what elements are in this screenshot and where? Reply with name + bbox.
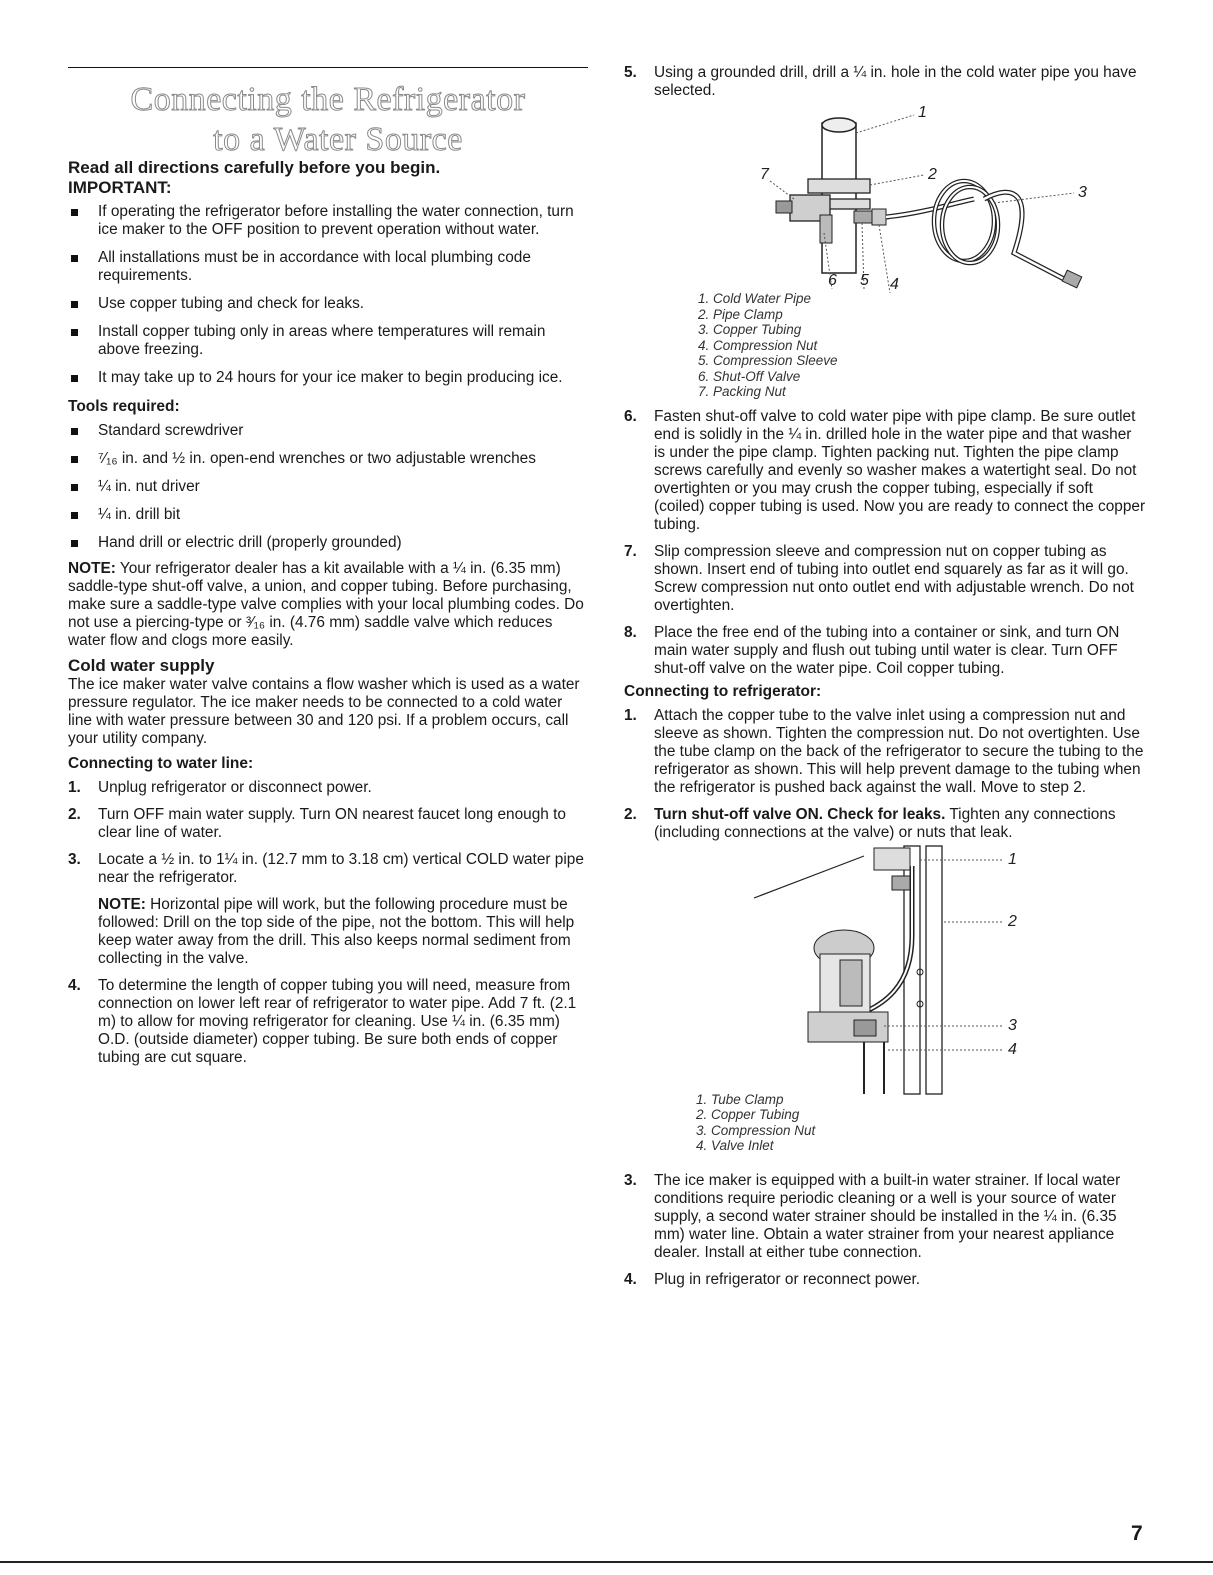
water-line-heading: Connecting to water line: bbox=[68, 755, 254, 772]
step-text: Locate a ½ in. to 1¼ in. (12.7 mm to 3.18 cm) vertical COLD water pipe near the refrigerator. bbox=[98, 851, 584, 886]
callout-1: 1 bbox=[918, 104, 927, 121]
list-item: If operating the refrigerator before installing the water connection, turn ice maker to the OFF position to prevent operation without water. bbox=[68, 203, 588, 239]
step-item bbox=[68, 806, 588, 842]
tools-list bbox=[68, 422, 588, 552]
note-label: NOTE: bbox=[98, 896, 146, 913]
step-text: Plug in refrigerator or reconnect power. bbox=[654, 1270, 921, 1288]
callout-5: 5 bbox=[860, 272, 869, 289]
legend-item: 2. Copper Tubing bbox=[696, 1107, 800, 1122]
step-text: The ice maker is equipped with a built-in water strainer. If local water conditions require periodic cleaning or a well is your source of water supply, a second water strainer should be installed in the ¼ in. (6.35 mm) water line. Obtain a water strainer from your nearest appliance dealer. Install at either tube connection. bbox=[654, 1171, 1121, 1261]
page-number: 7 bbox=[1131, 1522, 1143, 1545]
callout-6: 6 bbox=[828, 272, 837, 289]
list-item: ⁷⁄₁₆ in. and ½ in. open-end wrenches or two adjustable wrenches bbox=[68, 450, 588, 468]
list-item: Standard screwdriver bbox=[68, 422, 588, 440]
legend-item: 3. Copper Tubing bbox=[698, 322, 802, 337]
list-item: It may take up to 24 hours for your ice maker to begin producing ice. bbox=[68, 369, 588, 387]
drill-step bbox=[624, 64, 1146, 100]
fridge-steps-a bbox=[624, 707, 1146, 842]
step-text: Slip compression sleeve and compression nut on copper tubing as shown. Insert end of tubing into outlet end squarely as far as it will go. Screw compression nut onto outlet end with adjustable wrench. Do not overtighten. bbox=[654, 542, 1134, 614]
cold-supply-heading: Cold water supply bbox=[68, 656, 215, 675]
step-number: 4. bbox=[624, 1270, 637, 1288]
water-line-steps bbox=[68, 779, 588, 1067]
step-text: Fasten shut-off valve to cold water pipe with pipe clamp. Be sure outlet end is solidly in the ¼ in. drilled hole in the water pipe and that washer is under the pipe clamp. Tighten packing nut. Tighten the pipe clamp screws carefully and evenly so washer makes a watertight seal. Do not overtighten or you may crush the copper tubing, especially if soft (coiled) copper tubing is used. Now you are ready to connect the copper tubing. bbox=[654, 407, 1146, 533]
step-item bbox=[624, 806, 1146, 842]
step-number: 5. bbox=[624, 64, 637, 81]
legend-item: 1. Cold Water Pipe bbox=[698, 291, 812, 306]
callout-4: 4 bbox=[1008, 1040, 1017, 1058]
figure1-legend bbox=[698, 291, 1146, 400]
note-label: NOTE: bbox=[68, 560, 116, 577]
callout-3: 3 bbox=[1078, 184, 1087, 201]
list-item: Use copper tubing and check for leaks. bbox=[68, 295, 588, 313]
page-title-line2: to a Water Source bbox=[213, 121, 463, 158]
step3-note bbox=[98, 896, 588, 968]
tools-heading: Tools required: bbox=[68, 398, 180, 415]
step-number: 3. bbox=[624, 1171, 637, 1189]
valve-steps bbox=[624, 408, 1146, 678]
important-heading: IMPORTANT: bbox=[68, 178, 172, 197]
step-number: 1. bbox=[68, 779, 81, 796]
left-column bbox=[68, 158, 588, 1076]
list-item: ¼ in. drill bit bbox=[68, 506, 588, 524]
step-text: Place the free end of the tubing into a container or sink, and turn ON main water supply and flush out tubing until water is clear. Turn OFF shut-off valve on the water pipe. Coil copper tubing. bbox=[654, 623, 1120, 677]
step-item bbox=[68, 977, 588, 1067]
callout-4: 4 bbox=[890, 276, 899, 293]
step-item bbox=[624, 1271, 1146, 1289]
callout-1: 1 bbox=[1008, 850, 1017, 868]
legend-item: 7. Packing Nut bbox=[698, 384, 786, 399]
step-item bbox=[68, 779, 588, 797]
shutoff-valve-figure bbox=[714, 103, 1134, 293]
legend-item: 4. Compression Nut bbox=[698, 337, 818, 353]
step-text: Unplug refrigerator or disconnect power. bbox=[98, 779, 372, 796]
callout-2: 2 bbox=[928, 166, 937, 183]
page-title bbox=[68, 80, 588, 160]
step-item bbox=[624, 707, 1146, 797]
list-item: Hand drill or electric drill (properly grounded) bbox=[68, 534, 588, 552]
intro-heading: Read all directions carefully before you begin. bbox=[68, 158, 441, 177]
step-number: 1. bbox=[624, 706, 637, 724]
step-item bbox=[624, 624, 1146, 678]
step-number: 6. bbox=[624, 407, 637, 425]
legend-item: 5. Compression Sleeve bbox=[698, 353, 838, 368]
callout-3: 3 bbox=[1008, 1016, 1017, 1034]
step-item bbox=[624, 1172, 1146, 1262]
step-bold-text: Turn shut-off valve ON. Check for leaks. bbox=[654, 805, 946, 823]
step-text: To determine the length of copper tubing you will need, measure from connection on lower left rear of refrigerator to water pipe. Add 7 ft. (2.1 m) to allow for moving refrigerator for cleaning. Use ¼ in. (6.35 mm) O.D. (outside diameter) copper tubing. Be sure both ends of copper tubing are cut square. bbox=[98, 977, 577, 1066]
step-number: 7. bbox=[624, 542, 637, 560]
title-rule bbox=[68, 67, 588, 68]
note-text: Your refrigerator dealer has a kit available with a ¼ in. (6.35 mm) saddle-type shut-off valve, a union, and copper tubing. Before purchasing, make sure a saddle-type valve complies with your local plumbing codes. Do not use a piercing-type or ³⁄₁₆ in. (4.76 mm) saddle valve which reduces water flow and clogs more easily. bbox=[68, 560, 584, 649]
legend-item: 3. Compression Nut bbox=[696, 1122, 816, 1138]
step-text: Using a grounded drill, drill a ¼ in. hole in the cold water pipe you have selected. bbox=[654, 64, 1137, 99]
step-number: 8. bbox=[624, 623, 637, 641]
legend-item: 2. Pipe Clamp bbox=[698, 306, 783, 322]
step-text: Tighten any connections (including connections at the valve) or nuts that leak. bbox=[654, 805, 1116, 841]
step-number: 2. bbox=[68, 806, 81, 823]
list-item: All installations must be in accordance with local plumbing code requirements. bbox=[68, 249, 588, 285]
step-text: Attach the copper tube to the valve inlet using a compression nut and sleeve as shown. Tighten the compression nut. Do not overtighten. Use the tube clamp on the back of the refrigerator to secure the tubing to the refrigerator as shown. This will help prevent damage to the tubing when the refrigerator is pushed back against the wall. Move to step 2. bbox=[654, 706, 1144, 796]
figure2-legend bbox=[696, 1092, 1146, 1154]
to-fridge-heading: Connecting to refrigerator: bbox=[624, 682, 822, 700]
list-item: Install copper tubing only in areas where temperatures will remain above freezing. bbox=[68, 323, 588, 359]
step-item bbox=[624, 408, 1146, 534]
step-number: 4. bbox=[68, 977, 81, 994]
note-kit bbox=[68, 560, 588, 650]
step-item bbox=[624, 64, 1146, 100]
legend-item: 1. Tube Clamp bbox=[696, 1091, 784, 1107]
step-number: 2. bbox=[624, 805, 637, 823]
important-list bbox=[68, 203, 588, 387]
step-number: 3. bbox=[68, 851, 81, 868]
legend-item: 4. Valve Inlet bbox=[696, 1138, 774, 1153]
callout-2: 2 bbox=[1008, 912, 1017, 930]
step-item bbox=[68, 851, 588, 968]
valve-inlet-figure bbox=[744, 836, 1164, 1098]
callout-7: 7 bbox=[760, 166, 769, 183]
step-item bbox=[624, 543, 1146, 615]
note-text: Horizontal pipe will work, but the following procedure must be followed: Drill on the top side of the pipe, not the bottom. This will help keep water away from the drill. This also keeps normal sediment from collecting in the valve. bbox=[98, 896, 575, 967]
fridge-steps-b bbox=[624, 1172, 1146, 1289]
bottom-rule bbox=[0, 1561, 1213, 1563]
legend-item: 6. Shut-Off Valve bbox=[698, 368, 801, 384]
step-text: Turn OFF main water supply. Turn ON nearest faucet long enough to clear line of water. bbox=[98, 806, 566, 841]
cold-supply-text: The ice maker water valve contains a flow washer which is used as a water pressure regulator. The ice maker needs to be connected to a cold water line with water pressure between 30 and 120 psi. If a problem occurs, call your utility company. bbox=[68, 676, 580, 747]
right-column bbox=[624, 64, 1146, 1298]
page-title-line1: Connecting the Refrigerator bbox=[130, 81, 526, 118]
list-item: ¼ in. nut driver bbox=[68, 478, 588, 496]
